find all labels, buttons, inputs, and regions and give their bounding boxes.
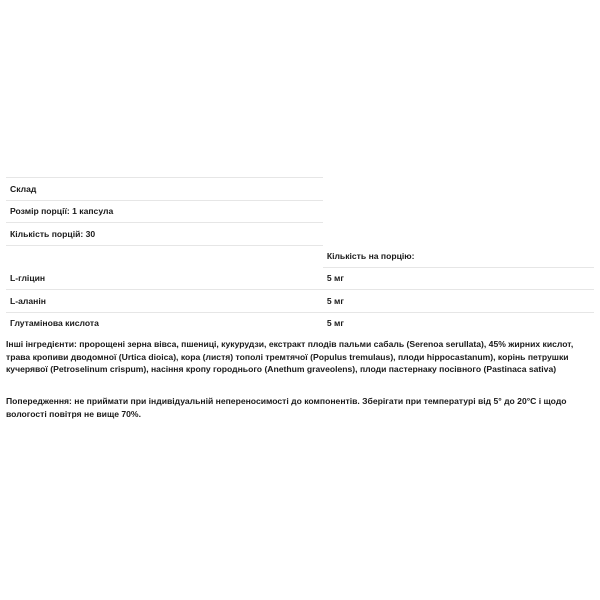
other-ingredients-paragraph: Інші інгредієнти: пророщені зерна вівса, пшениці, кукурудзи, екстракт плодів пальми сабаль (Serenoa serullata), 45% жирних кислот, трава кропиви дводомної (Urtica dioica), кора (листя) тополі тремтячої (Populus tremulaus), плоди hippocastanum), корінь петрушки кучерявої (Petroselinum crispum), насіння кропу городнього (Anethum graveolens), плоди пастернаку посівного (Pastinaca sativa)	[6, 339, 574, 374]
ingredient-name: Глутамінова кислота	[10, 318, 99, 329]
amount-header-row	[6, 245, 594, 267]
ingredient-name: L-аланін	[6, 290, 323, 313]
servings-count-row	[6, 223, 594, 246]
serving-size-text: Розмір порції: 1 капсула	[6, 200, 323, 223]
serving-size-row	[6, 200, 594, 223]
amount-per-serving-header: Кількість на порцію:	[323, 245, 594, 267]
table-row	[6, 290, 594, 313]
table-row	[6, 312, 594, 334]
ingredient-amount: 5 мг	[323, 267, 594, 290]
ingredient-amount: 5 мг	[326, 318, 344, 329]
ingredient-amount: 5 мг	[323, 290, 594, 313]
supplement-facts-table	[6, 177, 594, 334]
warning-paragraph: Попередження: не приймати при індивідуальній непереносимості до компонентів. Зберігати при температурі від 5° до 20°C і щодо вологості повітря не вище 70%.	[6, 396, 567, 419]
servings-count-text: Кількість порцій: 30	[6, 223, 323, 246]
table-row	[6, 267, 594, 290]
composition-row	[6, 178, 594, 201]
composition-label: Склад	[6, 178, 323, 201]
ingredient-name: L-гліцин	[6, 267, 323, 290]
